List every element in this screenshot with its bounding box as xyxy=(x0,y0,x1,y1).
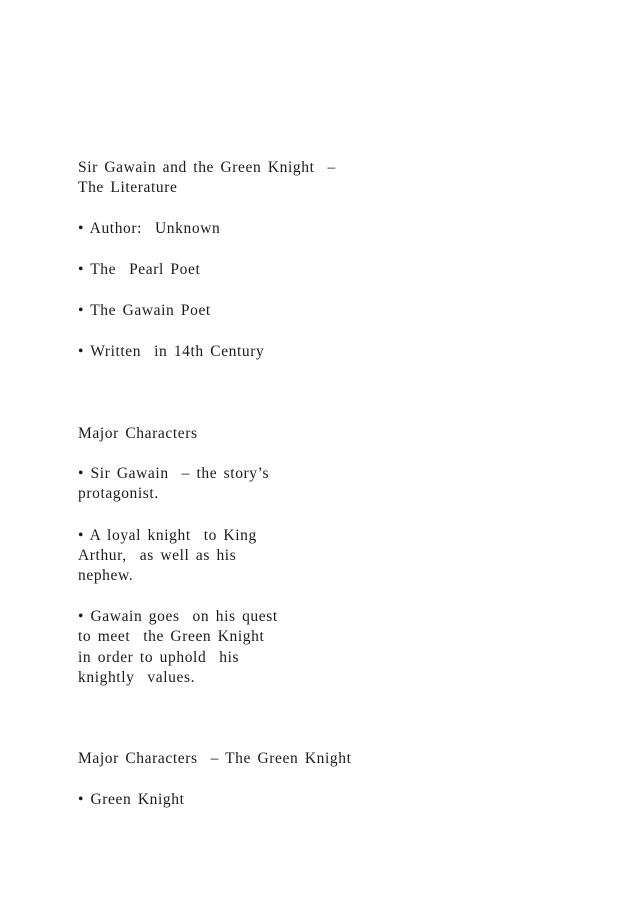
quest-line-4: knightly values. xyxy=(78,669,196,686)
bullet-written: • Written in 14th Century xyxy=(78,343,265,360)
loyal-knight-line-1: • A loyal knight to King xyxy=(78,527,257,544)
bullet-gawain-poet: • The Gawain Poet xyxy=(78,302,211,319)
quest-line-1: • Gawain goes on his quest xyxy=(78,608,278,625)
bullet-green-knight: • Green Knight xyxy=(78,791,185,808)
heading-major-characters: Major Characters xyxy=(78,425,198,442)
loyal-knight-line-3: nephew. xyxy=(78,567,134,584)
sir-gawain-line-2: protagonist. xyxy=(78,485,159,502)
quest-line-3: in order to uphold his xyxy=(78,649,240,666)
bullet-pearl-poet: • The Pearl Poet xyxy=(78,261,201,278)
quest-line-2: to meet the Green Knight xyxy=(78,628,265,645)
loyal-knight-line-2: Arthur, as well as his xyxy=(78,547,237,564)
bullet-author: • Author: Unknown xyxy=(78,220,221,237)
title-line-2: The Literature xyxy=(78,179,178,196)
title-line-1: Sir Gawain and the Green Knight – xyxy=(78,159,336,176)
sir-gawain-line-1: • Sir Gawain – the story’s xyxy=(78,465,270,482)
heading-green-knight: Major Characters – The Green Knight xyxy=(78,750,352,767)
